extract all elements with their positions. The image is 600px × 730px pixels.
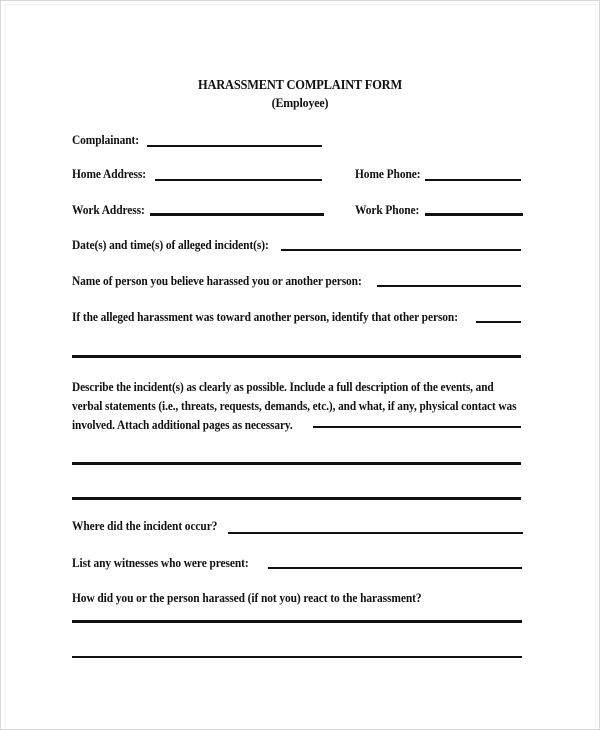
work-phone-field[interactable] — [425, 213, 523, 216]
other-person-field-line2[interactable] — [72, 355, 521, 358]
reaction-field[interactable] — [72, 620, 522, 623]
reaction-field-line2[interactable] — [72, 656, 522, 658]
harasser-name-label: Name of person you believe harassed you or another person: — [72, 273, 362, 288]
describe-line-3: involved. Attach additional pages as necessary. — [72, 417, 293, 432]
home-phone-field[interactable] — [425, 179, 521, 181]
page-inner-border — [5, 4, 596, 727]
harasser-name-field[interactable] — [377, 285, 521, 287]
home-address-label: Home Address: — [72, 166, 146, 181]
describe-line-1: Describe the incident(s) as clearly as possible. Include a full description of the events, and — [72, 379, 494, 394]
form-title: HARASSMENT COMPLAINT FORM — [197, 77, 403, 92]
describe-incident-field-line3[interactable] — [72, 497, 521, 500]
work-address-label: Work Address: — [72, 202, 145, 217]
describe-incident-field[interactable] — [313, 426, 521, 428]
complainant-field[interactable] — [147, 145, 322, 147]
location-field[interactable] — [228, 532, 523, 534]
witnesses-label: List any witnesses who were present: — [72, 555, 249, 570]
work-phone-label: Work Phone: — [355, 202, 420, 217]
incident-dates-label: Date(s) and time(s) of alleged incident(s): — [72, 237, 269, 252]
witnesses-field[interactable] — [268, 567, 522, 569]
form-subtitle: (Employee) — [271, 95, 329, 110]
describe-line-2: verbal statements (i.e., threats, requests, demands, etc.), and what, if any, physical contact was — [72, 398, 517, 413]
incident-dates-field[interactable] — [281, 249, 521, 251]
reaction-label: How did you or the person harassed (if not you) react to the harassment? — [72, 590, 422, 605]
work-address-field[interactable] — [150, 213, 324, 216]
complainant-label: Complainant: — [72, 132, 139, 147]
home-phone-label: Home Phone: — [355, 166, 421, 181]
describe-incident-field-line2[interactable] — [72, 462, 521, 465]
location-label: Where did the incident occur? — [72, 518, 218, 533]
home-address-field[interactable] — [155, 179, 322, 181]
other-person-label: If the alleged harassment was toward another person, identify that other person: — [72, 309, 458, 324]
other-person-field[interactable] — [476, 321, 521, 323]
